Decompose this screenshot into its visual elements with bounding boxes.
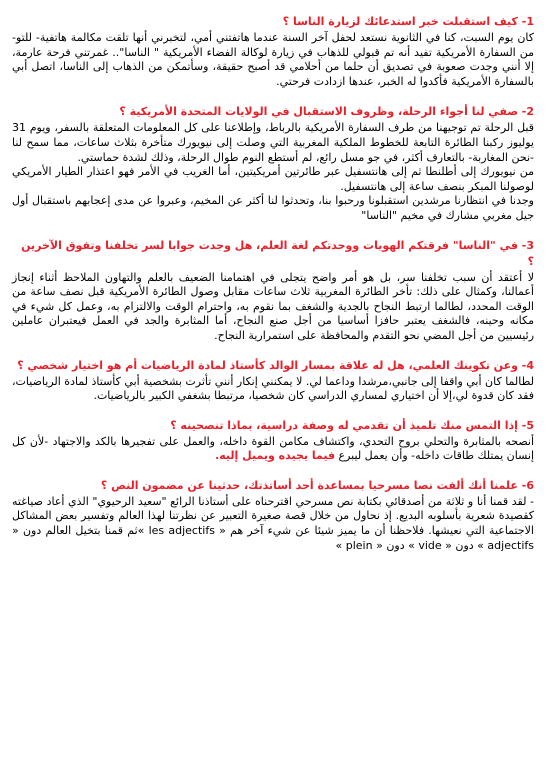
question-3: 3- في "الناسا" فرقتكم الهويات ووحدتكم لغة العلم، هل وجدت جوابا لسر تخلفنا وتفوق الآخرين ؟ (21, 238, 534, 268)
answer-5-paragraph (12, 435, 534, 464)
answer-3 (12, 271, 534, 344)
section-1 (12, 14, 534, 89)
answer-2-paragraph: من نيويورك إلى أطلنطا ثم إلى هانتسفيل عبر طائرتين أمريكيتين، أما الغريب في الأمر فهو اعتذار الطيار الأمريكي لوصولنا المبكر بنصف ساعة إلى هانتسفيل. (12, 165, 534, 193)
section-3 (12, 238, 534, 344)
answer-4 (12, 375, 534, 404)
question-6: 6- علمنا أنك ألفت نصا مسرحيا بمساعدة أحد أساتذتك، حدثينا عن مضمون النص ؟ (100, 478, 534, 492)
question-4: 4- وعن تكوينك العلمي، هل له علاقة بمسار الوالد كأستاذ لمادة الرياضيات أم هو اختيار شخصي ؟ (17, 358, 534, 372)
answer-5 (12, 435, 534, 464)
section-2 (12, 104, 534, 223)
answer-6 (12, 495, 534, 553)
answer-3-paragraph: لا أعتقد أن سبب تخلفنا سر، بل هو أمر واضح يتجلى في اهتمامنا الضعيف بالعلم والتهاون الملاحظ أثناء إنجاز أعمالنا، وكمثال على ذلك: تأخر الطائرة المغربية ثلاث ساعات مقابل وصول الطائرة الأمريكية قبل نصف ساعة من الوقت المحدد، لطالما ارتبط النجاح بالجدية والشغف بما نقوم به، واحترام الوقت والالتزام به، وعمل كل شيء في مكانه وحينه، فالشغف يعتبر حافزا أساسيا من أجل صنع النجاح، أما المثابرة والجد في العمل فيعتبران عاملين رئيسيين من أجل المضي نحو التقدم والمحافظة على استمرارية النجاح. (12, 270, 534, 342)
question-1: 1- كيف استقبلت خبر استدعائك لزيارة الناسا ؟ (282, 15, 534, 28)
question-5: 5- إذا التمس منك تلميذ أن تقدمي له وصفة دراسية، بماذا تنصحينه ؟ (170, 418, 534, 432)
answer-5-highlight: فيما يجيده ويميل إليه. (215, 449, 336, 463)
section-5 (12, 418, 534, 464)
answer-1 (12, 31, 534, 89)
question-2: 2- صفي لنا أجواء الرحلة، وظروف الاستقبال في الولايات المتحدة الأمريكية ؟ (119, 105, 534, 119)
answer-2-paragraph: وجدنا في انتظارنا مرشدين استقبلونا ورحبوا بنا، وتحدثوا لنا أكثر عن المخيم، وعبروا عن مدى إعجابهم باستقبال أول جيل مغربي مشارك في مخيم "الناسا" (12, 194, 534, 222)
answer-5-text: أنصحه بالمثابرة والتحلي بروح التحدي، واكتشاف مكامن القوة داخله، والعمل على تفجيرها بالكد والاجتهاد -لأن كل إنسان يمتلك طاقات داخله- وأن يعمل ليبرع (12, 434, 534, 463)
section-4 (12, 358, 534, 404)
section-6 (12, 478, 534, 553)
answer-1-paragraph: كان يوم السبت، كنا في الثانوية نستعد لحفل آخر السنة عندما هاتفتني أمي، لتخبرني أنها تلقت مكالمة هاتفية- للتو- من السفارة الأمريكية تفيد أنه تم قبولي للذهاب في زيارة لوكالة الفضاء الأمريكية " الناسا".. غمرتني فرحة عارمة، إلا أنني وجدت صعوبة في تصديق أن حلما من أحلامي قد أصبح حقيقة، وسأتمكن من الذهاب إلى الناسا، اتصل أبي بالسفارة الأمريكية فأكدوا له الخبر، عندها ازدادت فرحتي. (12, 31, 534, 88)
answer-4-paragraph: لطالما كان أبي واقفا إلى جانبي،مرشدا وداعما لي. لا يمكنني إنكار أنني تأثرت بشخصية أبي كأستاذ لمادة الرياضيات، فقد كان قدوة لي،إلا أن اختياري لمساري الدراسي كان شخصيا، مرتبطا بشغفي الكبير بالرياضيات. (12, 374, 534, 403)
answer-2-paragraph: قبل الرحلة تم توجيهنا من طرف السفارة الأمريكية بالرباط، وإطلاعنا على كل المعلومات المتعلقة بالسفر، ويوم 31 يوليوز ركبنا الطائرة التابعة للخطوط الملكية المغربية التي وصلت إلى نيويورك متأخرة بثلاث ساعات، مما سمح لنا -نحن المغاربة- بالتعارف أكثر، في جو مسل رائع، لم أستطع النوم طوال الرحلة، وذلك لشدة حماستي. (12, 121, 534, 164)
answer-2 (12, 121, 534, 223)
answer-6-paragraph: - لقد قمنا أنا و ثلاثة من أصدقائي بكتابة نص مسرحي اقترحناه على أستاذنا الرائع "سعيد الرحيوي" الذي أعاد صياغته كقصيدة شعرية بأسلوبه البديع. إذ نحاول من خلال قصة صغيرة التعبير عن نظرتنا لهذا العالم وتفسير بعض المشاكل الاجتماعية التي نعيشها. فلاحظنا أن ما يميز شيئا عن شيء آخر هم « les adjectifs »ثم قمنا بتخيل العالم دون « adjectifs » دون « vide » دون « plein » (12, 494, 534, 552)
